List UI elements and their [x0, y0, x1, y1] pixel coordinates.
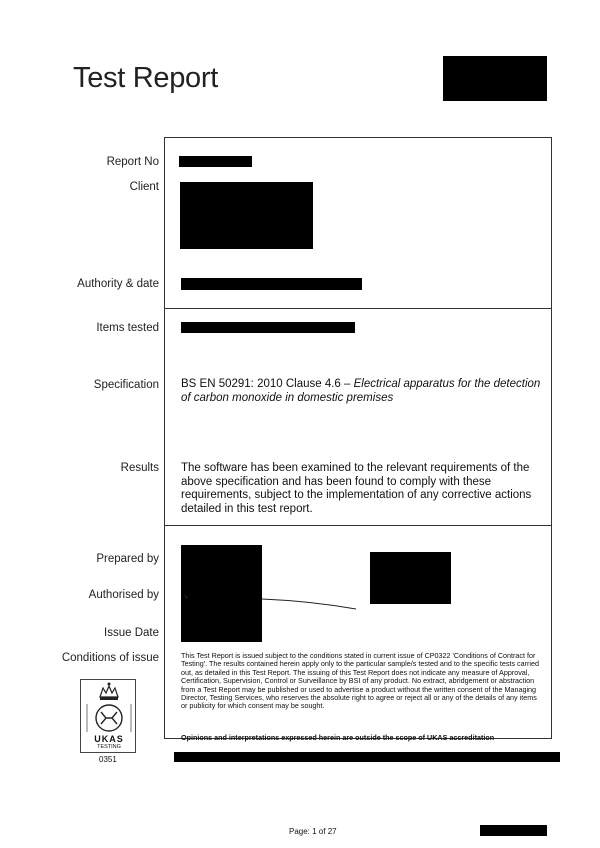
- label-client: Client: [129, 181, 159, 193]
- redacted-client: [180, 182, 313, 249]
- ukas-disclaimer: Opinions and interpretations expressed herein are outside the scope of UKAS accreditation: [181, 733, 495, 742]
- section-divider-1: [164, 308, 552, 309]
- ukas-sub: TESTING: [97, 744, 121, 750]
- label-conditions: Conditions of issue: [61, 652, 159, 664]
- specification-description: Electrical apparatus for the detection of carbon monoxide in domestic premises: [181, 378, 541, 404]
- label-prepared-by: Prepared by: [96, 553, 159, 565]
- conditions-text: This Test Report is issued subject to the conditions stated in current issue of CP0322 'Conditions of Contract for Testing'. The results contained herein apply only to the particular sample/s tested and to the specific tests carried out, as detailed in this Test Report. The issuing of this Test Report does not indicate any measure of Approval, Certification, Supervision, Control or Surveillance by BSI of any product. No extract, abridgement or abstraction from a Test Report may be published or used to advertise a product without the written consent of the Managing Director, Testing Services, who reserves the absolute right to agree or reject all or any of the details of any items or publicity for which consent may be sought.: [181, 651, 540, 711]
- page-title: Test Report: [73, 62, 218, 94]
- specification-text: [181, 378, 546, 405]
- specification-standard: BS EN 50291: 2010 Clause 4.6 –: [181, 378, 354, 390]
- redacted-report-no: [179, 156, 252, 167]
- results-text: The software has been examined to the relevant requirements of the above specification and has been found to comply with these requirements, subject to the implementation of any corrective actions detailed in this test report.: [181, 462, 532, 515]
- label-issue-date: Issue Date: [104, 627, 159, 639]
- label-specification: Specification: [93, 379, 159, 391]
- redacted-authority-date: [181, 278, 362, 290]
- label-report-no: Report No: [106, 156, 159, 168]
- label-results: Results: [120, 462, 159, 474]
- redacted-items-tested: [181, 322, 355, 333]
- ukas-name: UKAS: [94, 734, 124, 744]
- label-authority-date: Authority & date: [77, 278, 159, 290]
- redacted-logo: [443, 56, 547, 101]
- redacted-authoriser: [370, 552, 451, 604]
- label-authorised-by: Authorised by: [88, 589, 159, 601]
- redacted-bottom-bar: [174, 752, 560, 762]
- page-number: Page: 1 of 27: [289, 827, 337, 836]
- signature-mark: [180, 585, 360, 615]
- ukas-logo: [80, 679, 136, 753]
- ukas-number: 0351: [99, 755, 117, 764]
- redacted-footer: [480, 825, 547, 836]
- label-items-tested: Items tested: [96, 322, 159, 334]
- section-divider-2: [164, 525, 552, 526]
